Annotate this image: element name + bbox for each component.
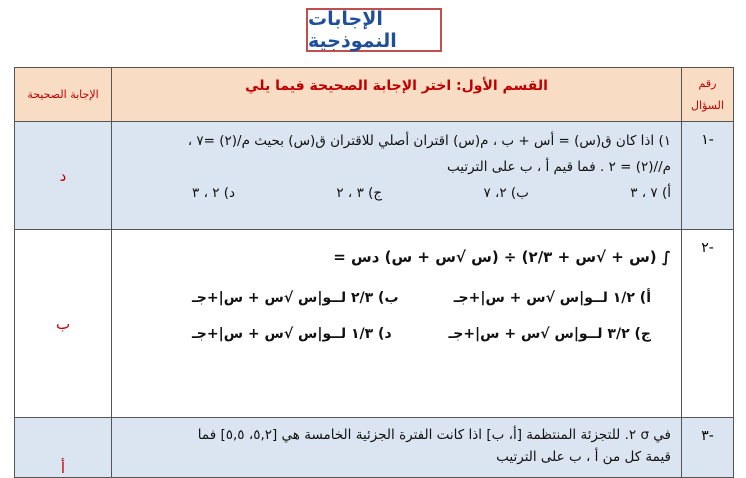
option-c: ج) ٣ ، ٢ — [336, 185, 383, 201]
question-line: ١) اذا كان ق(س) = أس + ب ، م(س) اقتران أصلي للاقتران ق(س) بحيث م/(٢) =٧ ، — [187, 133, 671, 149]
question-number: -٢ — [682, 230, 734, 418]
question-line: قيمة كل من أ ، ب على الترتيب — [496, 449, 671, 465]
question-line: في σ ٢. للتجزئة المنتظمة [أ، ب] اذا كانت الفترة الجزئية الخامسة هي [٥,٢، ٥,٥] فما — [197, 427, 671, 443]
table-row — [15, 418, 734, 478]
options-row — [122, 280, 671, 316]
integral-expression — [122, 234, 671, 280]
page-title-box — [306, 8, 442, 52]
integral-text: ∫ (س + √س + ٢/٣) ÷ (س √س + س) دس = — [333, 248, 671, 266]
options-row — [122, 316, 671, 352]
header-section-title: القسم الأول: اختر الإجابة الصحيحة فيما يلي — [112, 68, 682, 122]
question-number: -٣ — [682, 418, 734, 478]
question-number: -١ — [682, 122, 734, 230]
question-body — [112, 230, 682, 418]
option-d: د) ١/٣ لــو|س √س + س|+جـ — [192, 326, 392, 342]
answers-table — [14, 67, 734, 478]
correct-answer: د — [15, 122, 112, 230]
option-b: ب) ٢/٣ لــو|س √س + س|+جـ — [192, 290, 399, 306]
question-line: م//(٢) = ٢ . فما قيم أ ، ب على الترتيب — [446, 159, 671, 175]
table-row — [15, 122, 734, 230]
correct-answer: ب — [15, 230, 112, 418]
table-row — [15, 230, 734, 418]
option-c: ج) ٣/٢ لــو|س √س + س|+جـ — [448, 326, 651, 342]
header-question-number: رقم السؤال — [682, 68, 734, 122]
page-title: الإجابات النموذجية — [308, 8, 397, 52]
question-body — [112, 122, 682, 230]
header-correct-answer: الإجابة الصحيحة — [15, 68, 112, 122]
option-a: أ) ٧ ، ٣ — [630, 185, 671, 201]
option-a: أ) ١/٢ لــو|س √س + س|+جـ — [453, 290, 651, 306]
option-d: د) ٢ ، ٣ — [192, 185, 236, 201]
correct-answer: أ — [15, 418, 112, 478]
question-body — [112, 418, 682, 478]
options-row — [122, 180, 671, 206]
option-b: ب) ٢، ٧ — [483, 185, 529, 201]
table-header-row — [15, 68, 734, 122]
